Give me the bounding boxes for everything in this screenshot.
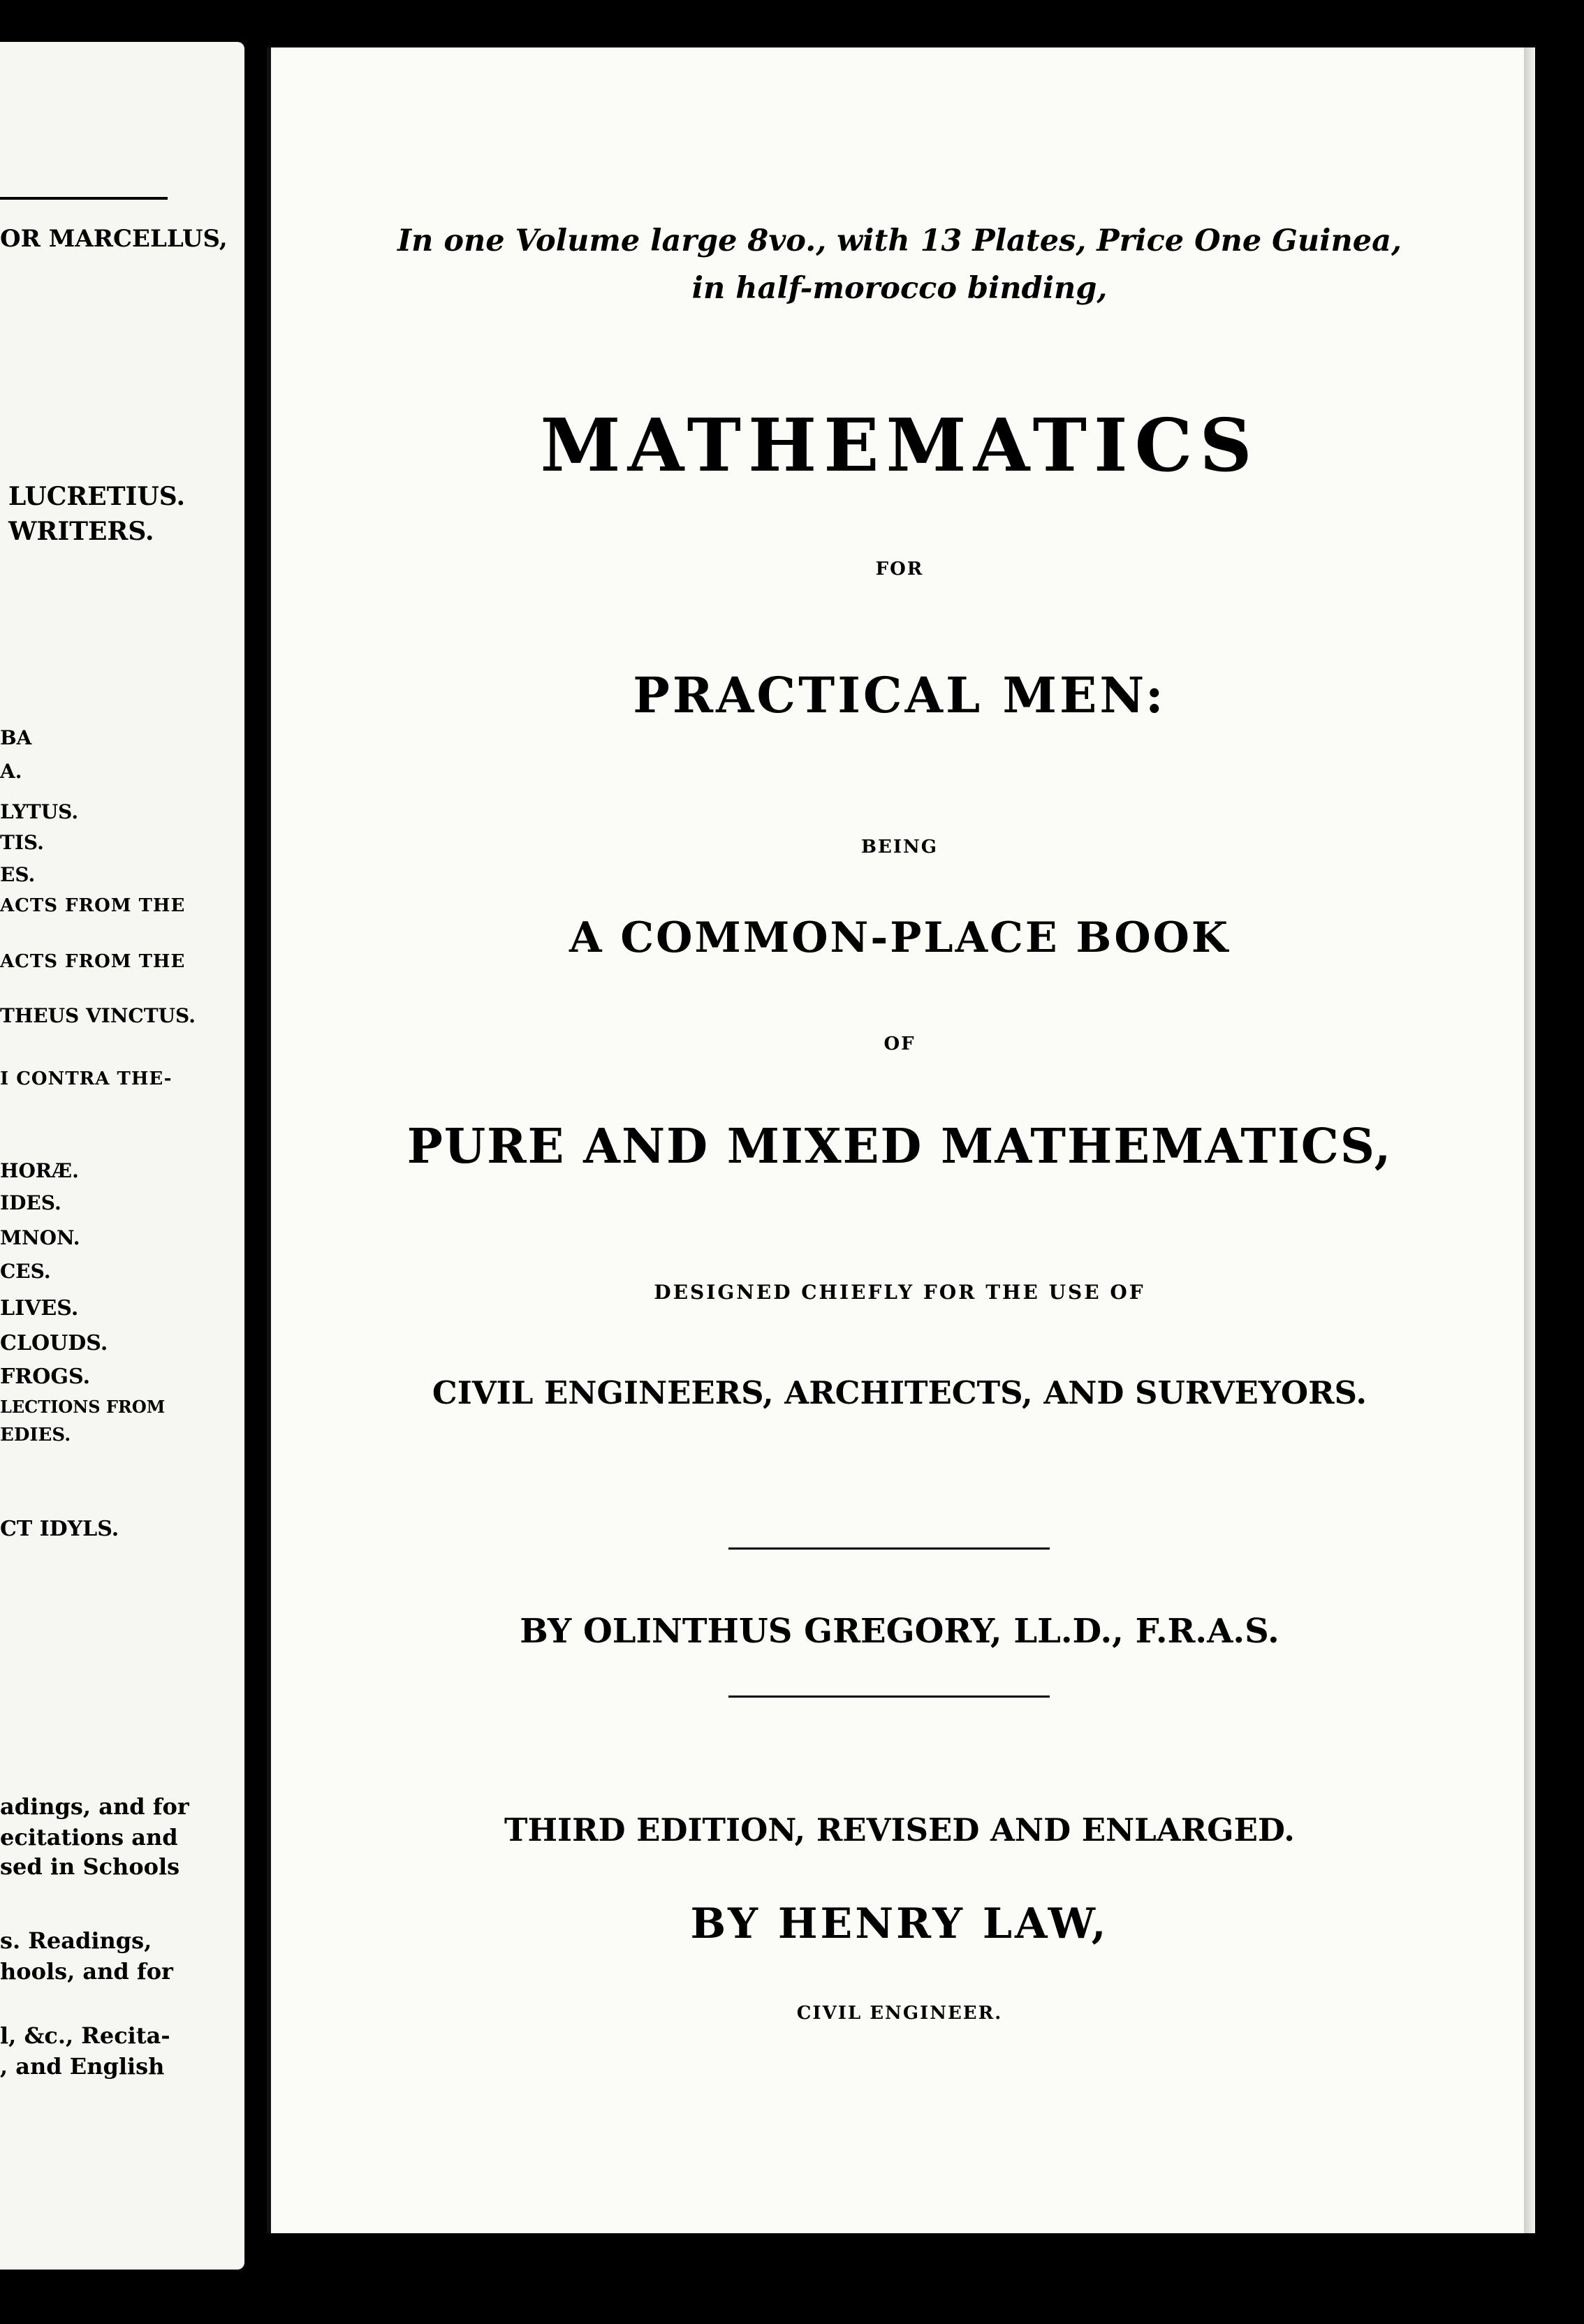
left-line: LECTIONS FROM — [0, 1397, 166, 1417]
left-line: IDES. — [0, 1191, 61, 1214]
left-page-rule — [0, 197, 168, 200]
connector-of: OF — [883, 1034, 916, 1054]
left-line: I CONTRA THE- — [0, 1068, 173, 1089]
book-subtitle: PRACTICAL MEN: — [633, 666, 1166, 724]
left-line: MNON. — [0, 1226, 80, 1249]
left-line: LYTUS. — [0, 800, 79, 823]
left-line: ecitations and — [0, 1824, 178, 1851]
left-line: , and English — [0, 2053, 165, 2080]
edition-line: THIRD EDITION, REVISED AND ENLARGED. — [504, 1811, 1295, 1848]
left-page — [0, 42, 244, 2270]
left-line: LIVES. — [0, 1296, 79, 1321]
book-description: A COMMON-PLACE BOOK — [569, 913, 1231, 962]
left-line: EDIES. — [0, 1425, 71, 1446]
intended-audience: CIVIL ENGINEERS, ARCHITECTS, AND SURVEYORS. — [432, 1374, 1367, 1411]
left-line: LUCRETIUS. — [8, 482, 186, 511]
left-line: WRITERS. — [8, 517, 154, 546]
designed-for-line: DESIGNED CHIEFLY FOR THE USE OF — [654, 1281, 1145, 1304]
connector-for: FOR — [875, 559, 924, 580]
connector-being: BEING — [861, 837, 938, 858]
left-line: CLOUDS. — [0, 1331, 108, 1355]
divider-below-author — [728, 1696, 1050, 1698]
left-line: ACTS FROM THE — [0, 895, 186, 916]
left-line: l, &c., Recita- — [0, 2022, 170, 2049]
left-line: sed in Schools — [0, 1853, 180, 1880]
left-line: CES. — [0, 1260, 51, 1283]
left-line: CT IDYLS. — [0, 1517, 119, 1541]
left-line: THEUS VINCTUS. — [0, 1004, 196, 1027]
title-page — [267, 47, 1528, 2233]
editor-line: BY HENRY LAW, — [690, 1899, 1109, 1948]
editor-title: CIVIL ENGINEER. — [796, 2003, 1003, 2024]
left-line: TIS. — [0, 831, 44, 854]
left-line: OR MARCELLUS, — [0, 225, 228, 253]
publication-note-line1: In one Volume large 8vo., with 13 Plates, Price One Guinea, — [397, 223, 1402, 258]
book-title: MATHEMATICS — [540, 402, 1259, 488]
left-line: A. — [0, 760, 22, 783]
book-subject: PURE AND MIXED MATHEMATICS, — [406, 1119, 1393, 1175]
page-edge — [1524, 47, 1535, 2233]
divider-above-author — [728, 1547, 1050, 1550]
left-line: s. Readings, — [0, 1927, 152, 1954]
left-line: hools, and for — [0, 1958, 173, 1985]
left-line: adings, and for — [0, 1793, 189, 1820]
left-line: BA — [0, 726, 32, 749]
left-line: ES. — [0, 863, 36, 886]
left-line: HORÆ. — [0, 1159, 79, 1182]
left-line: FROGS. — [0, 1365, 91, 1389]
publication-note-line2: in half-morocco binding, — [691, 271, 1108, 306]
author-line: BY OLINTHUS GREGORY, LL.D., F.R.A.S. — [520, 1612, 1279, 1651]
left-line: ACTS FROM THE — [0, 951, 186, 972]
